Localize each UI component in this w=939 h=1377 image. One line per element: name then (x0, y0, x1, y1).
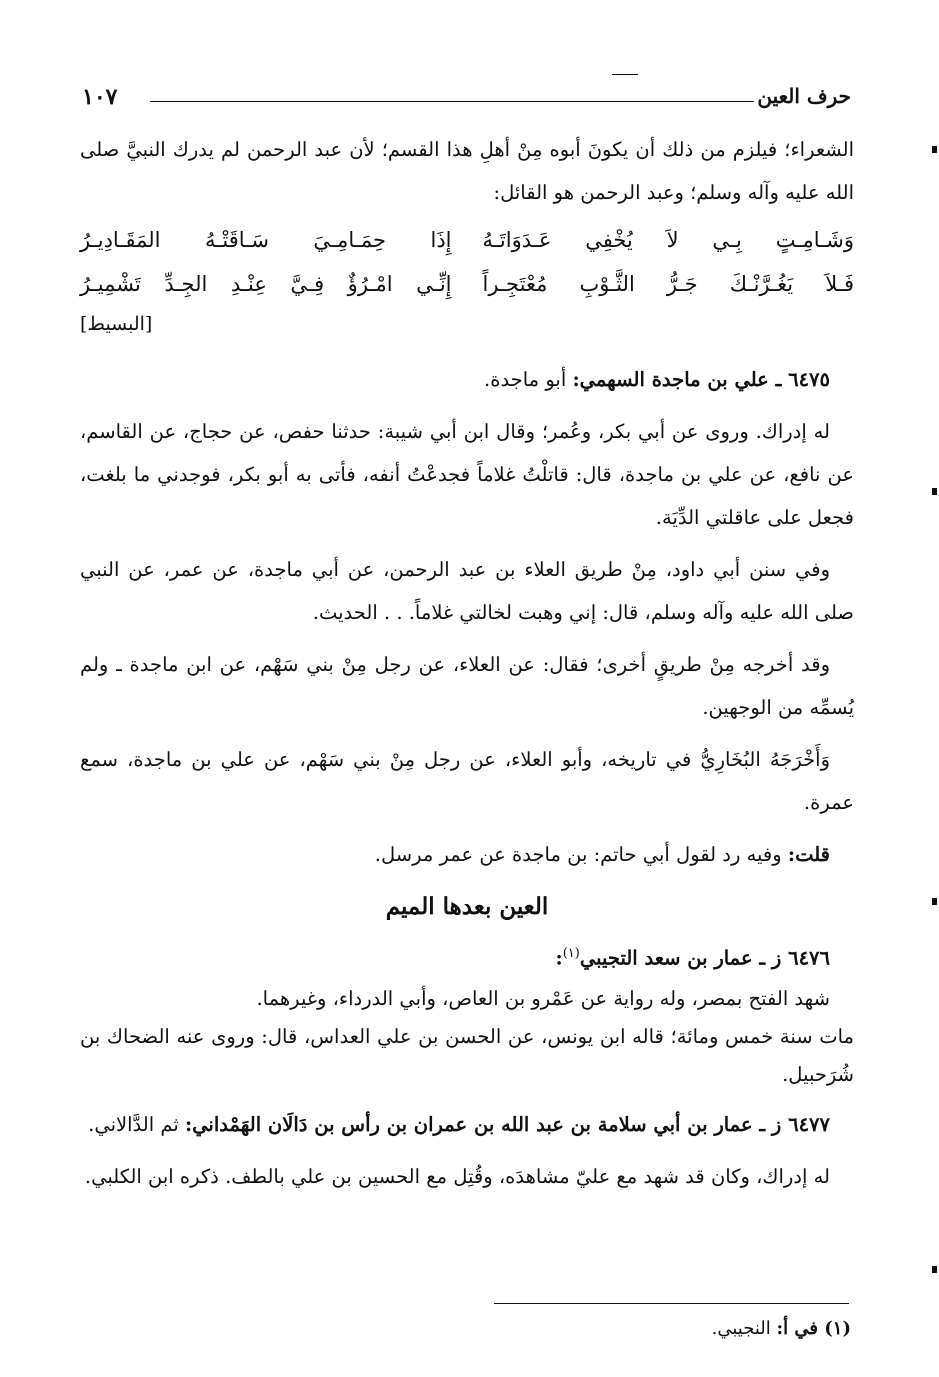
paragraph: شهد الفتح بمصر، وله رواية عن عَمْرو بن العاص، وأبي الدرداء، وغيرهما. (256, 986, 830, 1010)
entry-colon: : (555, 946, 563, 970)
paragraph: له إدراك، وكان قد شهد مع عليّ مشاهدَه، وقُتِل مع الحسين بن علي بالطف. ذكره ابن الكلبي. (84, 1164, 830, 1188)
note-text: وفيه رد لقول أبي حاتم: بن ماجدة عن عمر مرسل. (374, 843, 788, 866)
footnote-text: النجيبي. (711, 1318, 777, 1339)
verse-second-half: إِنِّـي امْـرُؤٌ فِـيَّ عِنْـدِ الجِـدِّ تَشْمِيـرُ (80, 272, 452, 296)
paragraph: وفي سنن أبي داود، مِنْ طريق العلاء بن عبد الرحمن، عن أبي ماجدة، عن عمر، عن النبي صلى الله عليه وآله وسلم، قال: إني وهبت لخالتي غلاماً. . . الحديث. (80, 558, 854, 624)
footnote-ref: (١) (562, 946, 580, 961)
note-lead: قلت: (787, 843, 830, 866)
verse-first-half: فَـلاَ يَغُـرَّنْـكَ جَـرُّ الثَّـوْبِ مُعْتَجِـراً (482, 272, 854, 296)
paragraph: وقد أخرجه مِنْ طريقٍ أخرى؛ فقال: عن العلاء، عن رجل مِنْ بني سَهْم، عن ابن ماجدة ـ ولم يُسمِّه من الوجهين. (80, 653, 854, 719)
verse-second-half: إِذَا حِمَـامِـيَ سَـاقَتْـهُ المَقَـادِيـرُ (80, 228, 452, 252)
entry-heading: ٦٤٧٦ ز ـ عمار بن سعد التجيبي (579, 946, 830, 970)
paragraph: مات سنة خمس ومائة؛ قاله ابن يونس، عن الحسن بن علي العداس، قال: وروى عنه الضحاك بن شُرَحبيل. (80, 1024, 854, 1086)
entry-heading: ٦٤٧٥ ـ علي بن ماجدة السهمي: (572, 368, 830, 391)
verse-first-half: وَشَـامِـتٍ بِـي لاَ يُخْفِي عَـدَوَاتَـهُ (482, 228, 854, 252)
section-heading: العين بعدها الميم (385, 893, 549, 920)
entry-6477 (80, 1103, 854, 1146)
header-rule (150, 101, 754, 102)
entry-heading-rest: أبو ماجدة. (484, 368, 573, 391)
running-header: حرف العين (757, 84, 851, 108)
page-number: ١٠٧ (82, 84, 118, 110)
poem (80, 218, 854, 358)
entry-6475 (80, 358, 854, 401)
verse-line (80, 218, 854, 262)
paragraph: له إدراك. وروى عن أبي بكر، وعُمر؛ وقال ابن أبي شيبة: حدثنا حفص، عن حجاج، عن القاسم، عن نافع، عن علي بن ماجدة، قال: قاتلْتُ غلاماً فجدعْتُ أنفه، فأتى به أبو بكر، فوجدني ما بلغت، فجعل على عاقلتي الدِّيَة. (80, 420, 854, 529)
paragraph-note (80, 833, 854, 876)
top-mark (612, 74, 638, 75)
entry-6476 (80, 932, 854, 980)
margin-mark (932, 488, 937, 495)
paragraph-intro: الشعراء؛ فيلزم من ذلك أن يكونَ أبوه مِنْ أهلِ هذا القسم؛ لأن عبد الرحمن لم يدرك النبيَّ صلى الله عليه وآله وسلم؛ وعبد الرحمن هو القائل: (80, 138, 854, 204)
paragraph: وَأَخْرَجَهُ البُخَارِيُّ في تاريخه، وأبو العلاء، عن رجل مِنْ بني سَهْم، عن علي بن ماجدة، سمع عمرة. (80, 748, 854, 814)
entry-heading-rest: ثم الدَّالاني. (88, 1112, 185, 1136)
page-body (80, 128, 854, 1207)
footnote-rule (494, 1303, 849, 1304)
entry-heading: ٦٤٧٧ ز ـ عمار بن أبي سلامة بن عبد الله بن عمران بن رأس بن دَالَان الهَمْداني: (184, 1112, 830, 1136)
verse-line (80, 262, 854, 306)
meter-label: [البسيط] (80, 313, 153, 335)
margin-mark (932, 146, 937, 153)
footnote (712, 1318, 851, 1339)
footnote-marker: (١) في أ: (776, 1318, 851, 1339)
margin-mark (932, 898, 937, 905)
margin-mark (932, 1266, 937, 1273)
